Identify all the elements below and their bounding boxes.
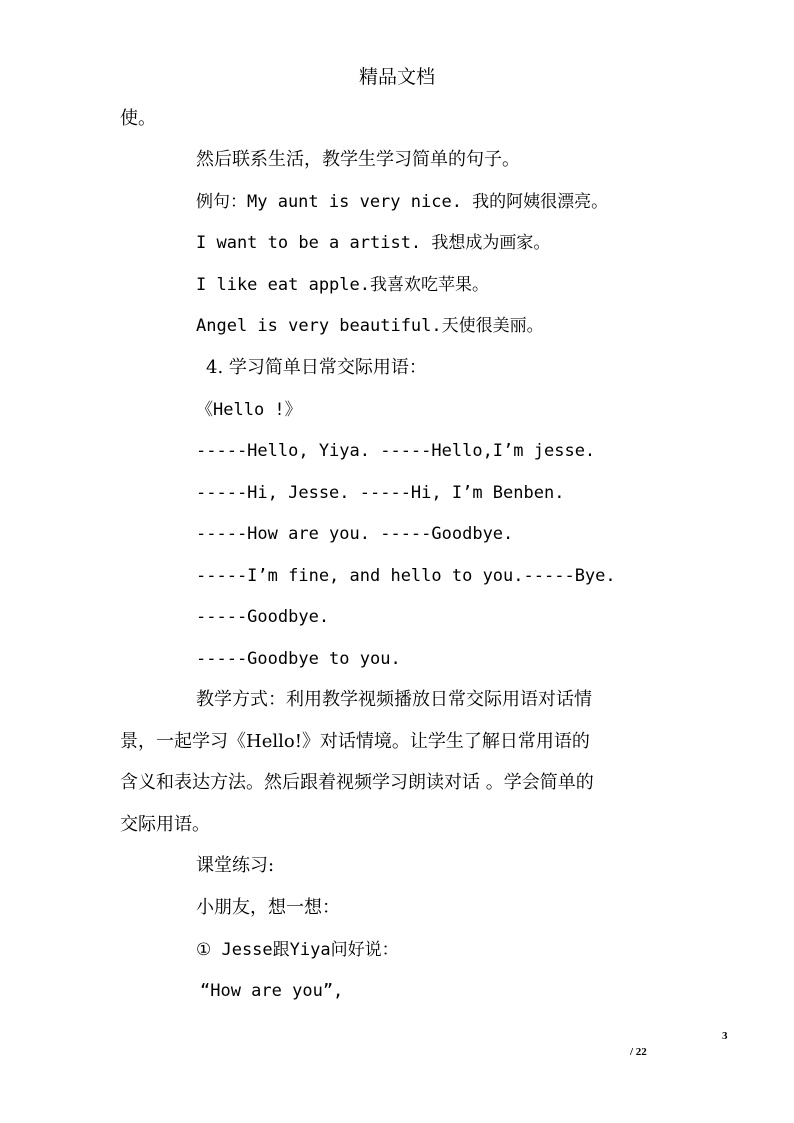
text-line: 例句：My aunt is very nice. 我的阿姨很漂亮。 <box>196 192 609 212</box>
text-line: 然后联系生活，教学生学习简单的句子。 <box>196 149 520 170</box>
dialogue-line: -----Goodbye to you. <box>196 649 401 669</box>
page-total: / 22 <box>630 1046 647 1058</box>
text-line: Angel is very beautiful.天使很美丽。 <box>196 316 544 336</box>
dialogue-line: -----Hello, Yiya. -----Hello,I’m jesse. <box>196 441 596 461</box>
text-line: I want to be a artist. 我想成为画家。 <box>196 233 551 253</box>
dialogue-line: -----Goodbye. <box>196 607 330 627</box>
dialogue-line: -----I’m fine, and hello to you.-----Bye. <box>196 566 616 586</box>
text-line: 使。 <box>120 108 156 129</box>
page-header: 精品文档 <box>358 66 435 88</box>
paragraph-line: 交际用语。 <box>120 814 210 835</box>
dialogue-line: -----Hi, Jesse. -----Hi, I’m Benben. <box>196 483 565 503</box>
exercise-item: ① Jesse跟Yiya问好说： <box>196 940 399 960</box>
dialogue-line: -----How are you. -----Goodbye. <box>196 524 514 544</box>
section-heading: 4. 学习简单日常交际用语： <box>206 357 427 378</box>
text-line: “How are you”, <box>200 981 344 1001</box>
text-line: 小朋友，想一想： <box>196 897 340 918</box>
paragraph-line: 教学方式：利用教学视频播放日常交际用语对话情 <box>196 689 592 710</box>
text-line: I like eat apple.我喜欢吃苹果。 <box>196 275 489 295</box>
paragraph-line: 景，一起学习《Hello!》对话情境。让学生了解日常用语的 <box>120 731 590 752</box>
paragraph-line: 含义和表达方法。然后跟着视频学习朗读对话 。学会简单的 <box>120 772 594 793</box>
dialogue-title: 《Hello !》 <box>196 400 302 420</box>
text-line: 课堂练习: <box>196 855 275 876</box>
page-number: 3 <box>722 1030 728 1042</box>
